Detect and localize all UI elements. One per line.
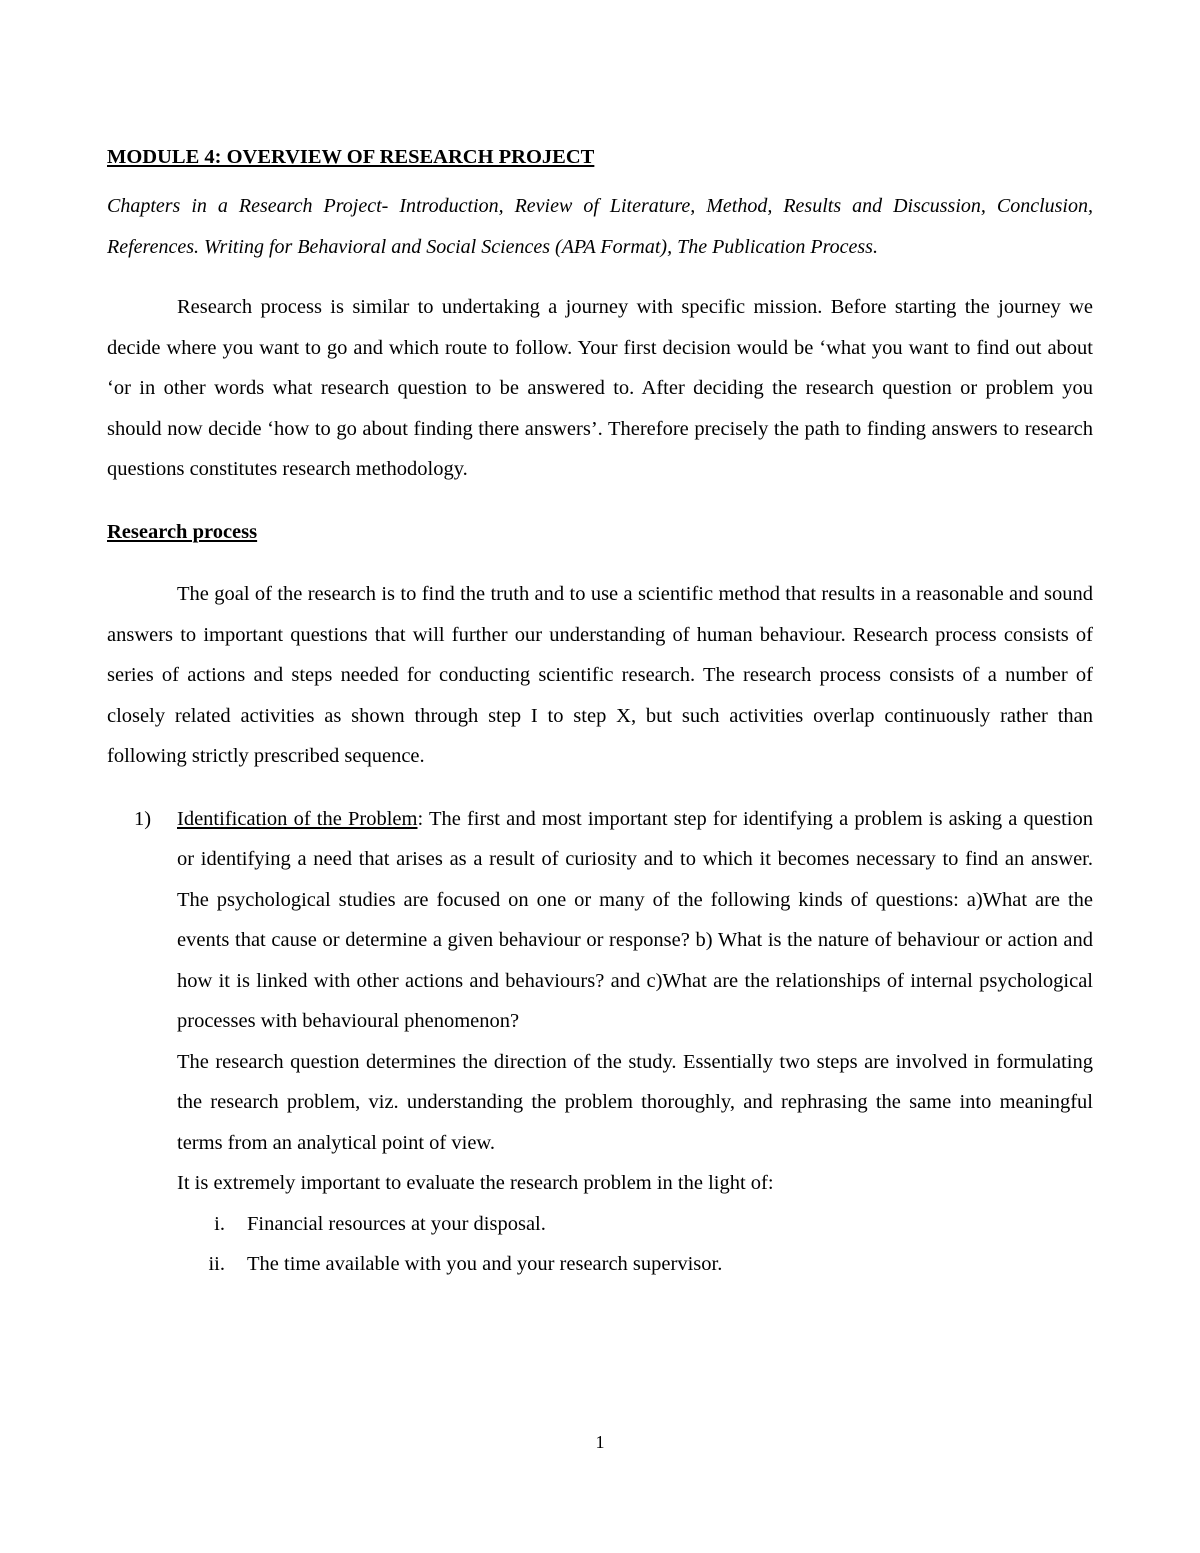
- section-paragraph: The goal of the research is to find the truth and to use a scientific method that results in a reasonable and sound answers to important questions that will further our understanding of human behaviour. Research process consists of series of actions and steps needed for conducting scientific research. The research process consists of a number of closely related activities as shown through step I to step X, but such activities overlap continuously rather than following strictly prescribed sequence.: [107, 583, 1093, 767]
- steps-list: [107, 799, 1093, 1285]
- section-heading: Research process: [107, 520, 258, 543]
- sub-list-item: [177, 1244, 1093, 1285]
- step-number: 1): [134, 807, 152, 830]
- step-title-separator: :: [417, 807, 424, 830]
- step-paragraph: [177, 799, 1093, 1042]
- step-item: [107, 799, 1093, 1285]
- sub-list: [177, 1204, 1093, 1285]
- sub-list-item: [177, 1204, 1093, 1245]
- sub-item-number: ii.: [208, 1253, 225, 1275]
- intro-paragraph: Research process is similar to undertaking a journey with specific mission. Before starting the journey we decide where you want to go and which route to follow. Your first decision would be ‘what you want to find out about ‘or in other words what research question to be answered to. After deciding the research question or problem you should now decide ‘how to go about finding there answers’. Therefore precisely the path to finding answers to research questions constitutes research methodology.: [107, 296, 1093, 480]
- step-text: The first and most important step for identifying a problem is asking a question or identifying a need that arises as a result of curiosity and to which it becomes necessary to find an answer. The psychological studies are focused on one or many of the following kinds of questions: a)What are the events that cause or determine a given behaviour or response? b) What is the nature of behaviour or action and how it is linked with other actions and behaviours? and c)What are the relationships of internal psychological processes with behavioural phenomenon?: [177, 807, 1093, 1032]
- document-page: [107, 140, 1093, 1285]
- step-paragraph-3: It is extremely important to evaluate the research problem in the light of:: [177, 1172, 774, 1194]
- chapters-summary: Chapters in a Research Project- Introduction, Review of Literature, Method, Results and Discussion, Conclusion, References. Writing for Behavioral and Social Sciences (APA Format), The Publication Process.: [107, 195, 1093, 258]
- step-title: Identification of the Problem: [177, 807, 418, 830]
- sub-item-text: Financial resources at your disposal.: [247, 1212, 546, 1235]
- page-number: 1: [595, 1432, 605, 1452]
- sub-item-number: i.: [214, 1212, 225, 1235]
- page-title: MODULE 4: OVERVIEW OF RESEARCH PROJECT: [107, 146, 595, 168]
- step-paragraph-2: The research question determines the direction of the study. Essentially two steps are involved in formulating the research problem, viz. understanding the problem thoroughly, and rephrasing the same into meaningful terms from an analytical point of view.: [177, 1050, 1093, 1154]
- sub-item-text: The time available with you and your research supervisor.: [247, 1253, 723, 1275]
